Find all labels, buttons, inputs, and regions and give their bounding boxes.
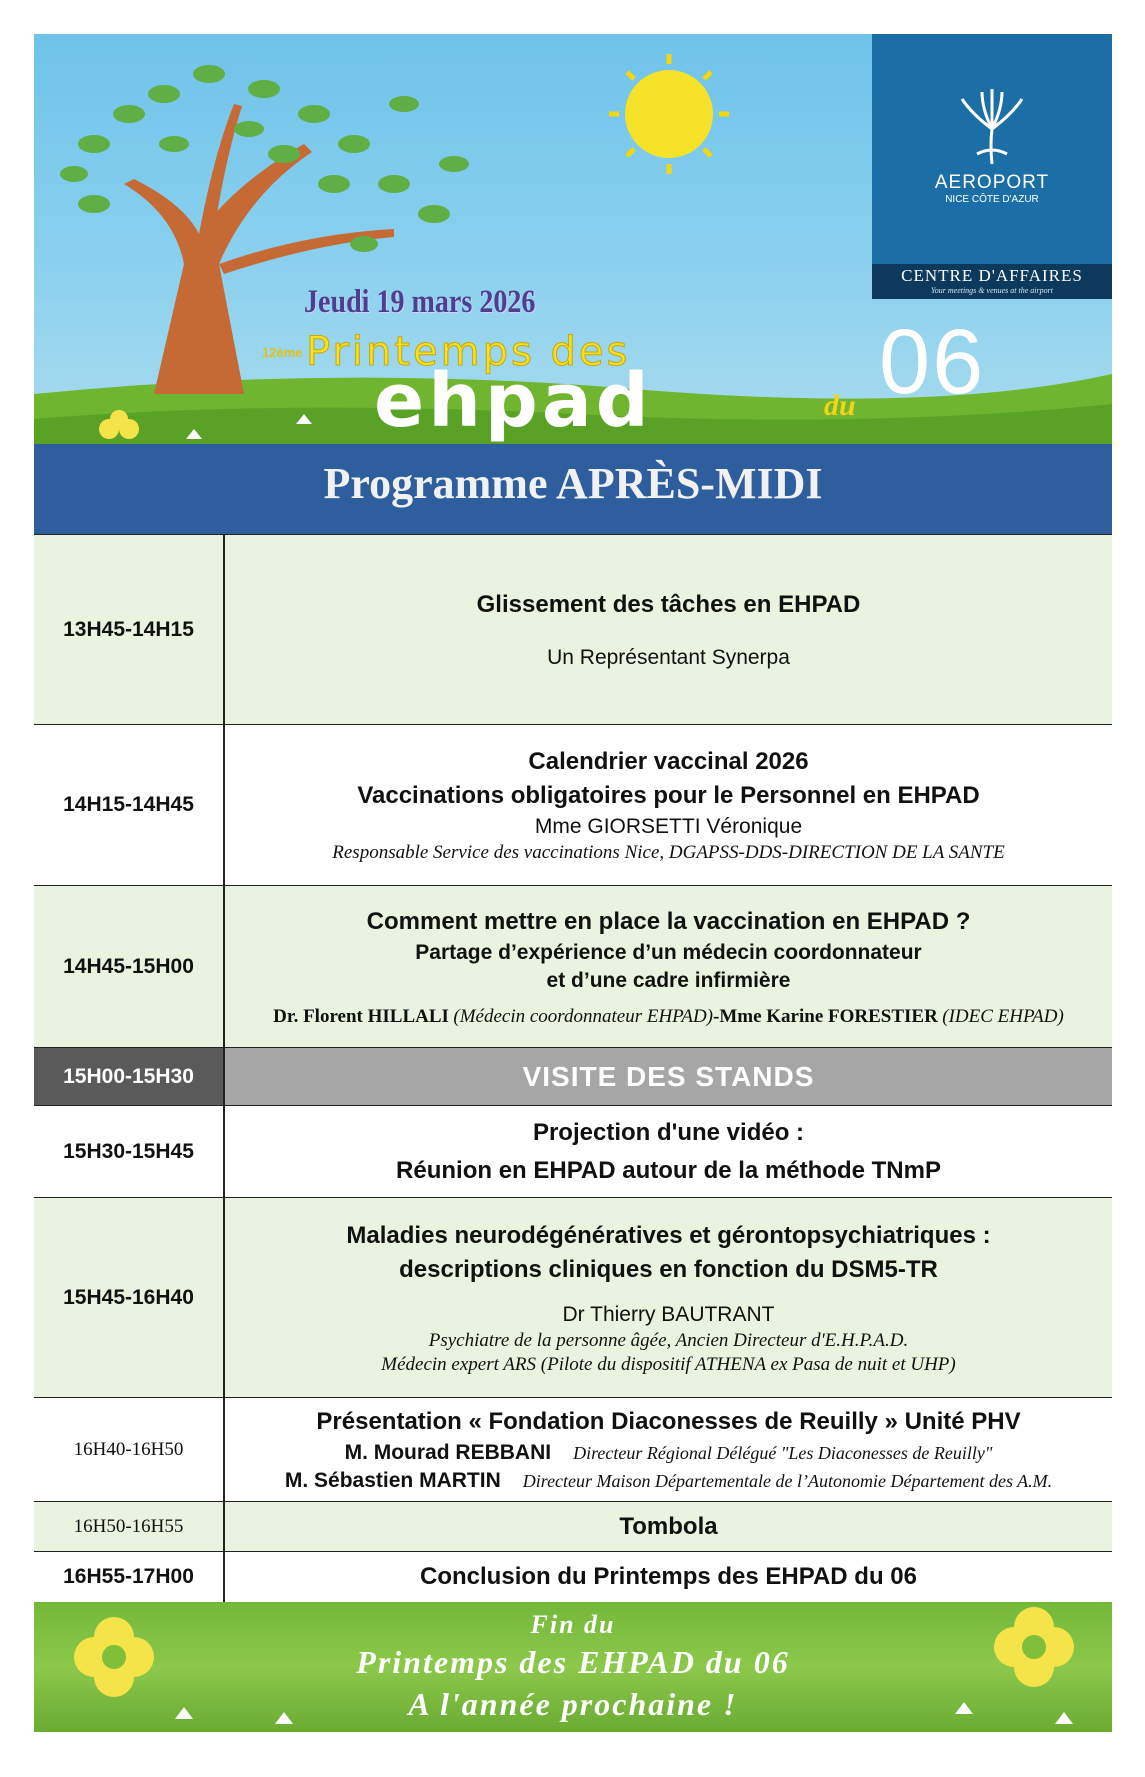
session-time: 16H50-16H55 [34, 1502, 224, 1552]
schedule-row [34, 725, 1112, 886]
session-title: Conclusion du Printemps des EHPAD du 06 [224, 1552, 1112, 1602]
centre-affaires-tagline: Your meetings & venues at the airport [931, 286, 1053, 295]
session-title: Tombola [224, 1502, 1112, 1552]
session-time: 15H00-15H30 [34, 1048, 224, 1106]
speaker-name: M. Mourad REBBANI [344, 1440, 552, 1464]
footer-banner [34, 1602, 1112, 1732]
schedule-row [34, 1198, 1112, 1398]
schedule-row [34, 1552, 1112, 1602]
speaker-name: Dr. Florent HILLALI [273, 1005, 449, 1027]
session-speaker-role: Responsable Service des vaccinations Nice, DGAPSS-DDS-DIRECTION DE LA SANTE [332, 842, 1005, 863]
session-title: Maladies neurodégénératives et gérontopsychiatriques : [346, 1221, 991, 1249]
footer-line-2: Printemps des EHPAD du 06 [356, 1643, 790, 1680]
schedule-row [34, 886, 1112, 1048]
session-speaker-role: Psychiatre de la personne âgée, Ancien Directeur d'E.H.P.A.D. [428, 1329, 909, 1351]
session-speakers [225, 1005, 1112, 1029]
speaker-role: (IDEC EHPAD) [942, 1005, 1064, 1027]
flyer-page [34, 34, 1112, 1732]
session-time: 14H15-14H45 [34, 725, 224, 886]
event-date: Jeudi 19 mars 2026 [304, 284, 536, 320]
title-ehpad: ehpad [374, 358, 653, 444]
session-time: 16H40-16H50 [34, 1398, 224, 1502]
session-speaker: Un Représentant Synerpa [547, 645, 790, 669]
header-banner [34, 34, 1112, 444]
speaker-role: Directeur Maison Départementale de l’Autonomie Département des A.M. [522, 1470, 1053, 1491]
session-time: 13H45-14H15 [34, 535, 224, 725]
session-title: Réunion en EHPAD autour de la méthode TNmP [396, 1156, 941, 1184]
session-subtitle: Partage d’expérience d’un médecin coordonnateur [415, 940, 922, 964]
session-time: 15H45-16H40 [34, 1198, 224, 1398]
session-body [224, 1106, 1112, 1198]
footer-line-3: A l'année prochaine ! [408, 1685, 738, 1722]
speaker-name: M. Sébastien MARTIN [284, 1468, 501, 1492]
session-time: 15H30-15H45 [34, 1106, 224, 1198]
session-body [224, 886, 1112, 1048]
edition-label: 12ème [262, 345, 303, 360]
airport-brand: AEROPORT [934, 172, 1050, 193]
schedule-row [34, 535, 1112, 725]
speaker-role: Directeur Régional Délégué "Les Diaconesses de Reuilly" [573, 1442, 993, 1463]
speaker-role: (Médecin coordonnateur EHPAD) [453, 1005, 713, 1027]
session-title: descriptions cliniques en fonction du DSM5-TR [399, 1255, 938, 1283]
session-title: Comment mettre en place la vaccination en EHPAD ? [366, 907, 971, 935]
schedule-row [34, 1106, 1112, 1198]
title-06: 06 [879, 311, 986, 413]
session-title: Projection d'une vidéo : [532, 1118, 805, 1146]
sun-icon [609, 54, 729, 174]
schedule-row [34, 1398, 1112, 1502]
session-time: 16H55-17H00 [34, 1552, 224, 1602]
title-printemps: Printemps des [306, 329, 631, 375]
session-title: Glissement des tâches en EHPAD [476, 590, 861, 618]
schedule-row [34, 1502, 1112, 1552]
session-body [224, 725, 1112, 886]
programme-title-bar [34, 444, 1112, 534]
session-body [224, 535, 1112, 725]
session-title: Présentation « Fondation Diaconesses de Reuilly » Unité PHV [316, 1407, 1021, 1435]
title-du: du [824, 389, 856, 422]
session-speaker: Dr Thierry BAUTRANT [562, 1302, 775, 1326]
schedule-table [34, 534, 1112, 1602]
airport-brand-sub: NICE CÔTE D'AZUR [945, 194, 1039, 205]
speaker-line [225, 1467, 1112, 1495]
session-subtitle: et d’une cadre infirmière [546, 968, 791, 992]
session-time: 14H45-15H00 [34, 886, 224, 1048]
palm-logo-icon [872, 34, 1112, 174]
programme-title: Programme APRÈS-MIDI [323, 459, 823, 508]
session-title: Vaccinations obligatoires pour le Personnel en EHPAD [357, 782, 980, 809]
session-speaker: Mme GIORSETTI Véronique [534, 815, 803, 838]
session-body [224, 1398, 1112, 1502]
session-speaker-role: Médecin expert ARS (Pilote du dispositif ATHENA ex Pasa de nuit et UHP) [381, 1353, 956, 1375]
speaker-name: -Mme Karine FORESTIER [713, 1005, 938, 1027]
speaker-line [225, 1439, 1112, 1467]
footer-line-1: Fin du [530, 1609, 616, 1639]
airport-logo [872, 34, 1112, 299]
session-title: Calendrier vaccinal 2026 [528, 748, 809, 775]
centre-affaires-title: CENTRE D'AFFAIRES [901, 266, 1083, 285]
session-title: VISITE DES STANDS [224, 1048, 1112, 1106]
schedule-row [34, 1048, 1112, 1106]
session-body [224, 1198, 1112, 1398]
